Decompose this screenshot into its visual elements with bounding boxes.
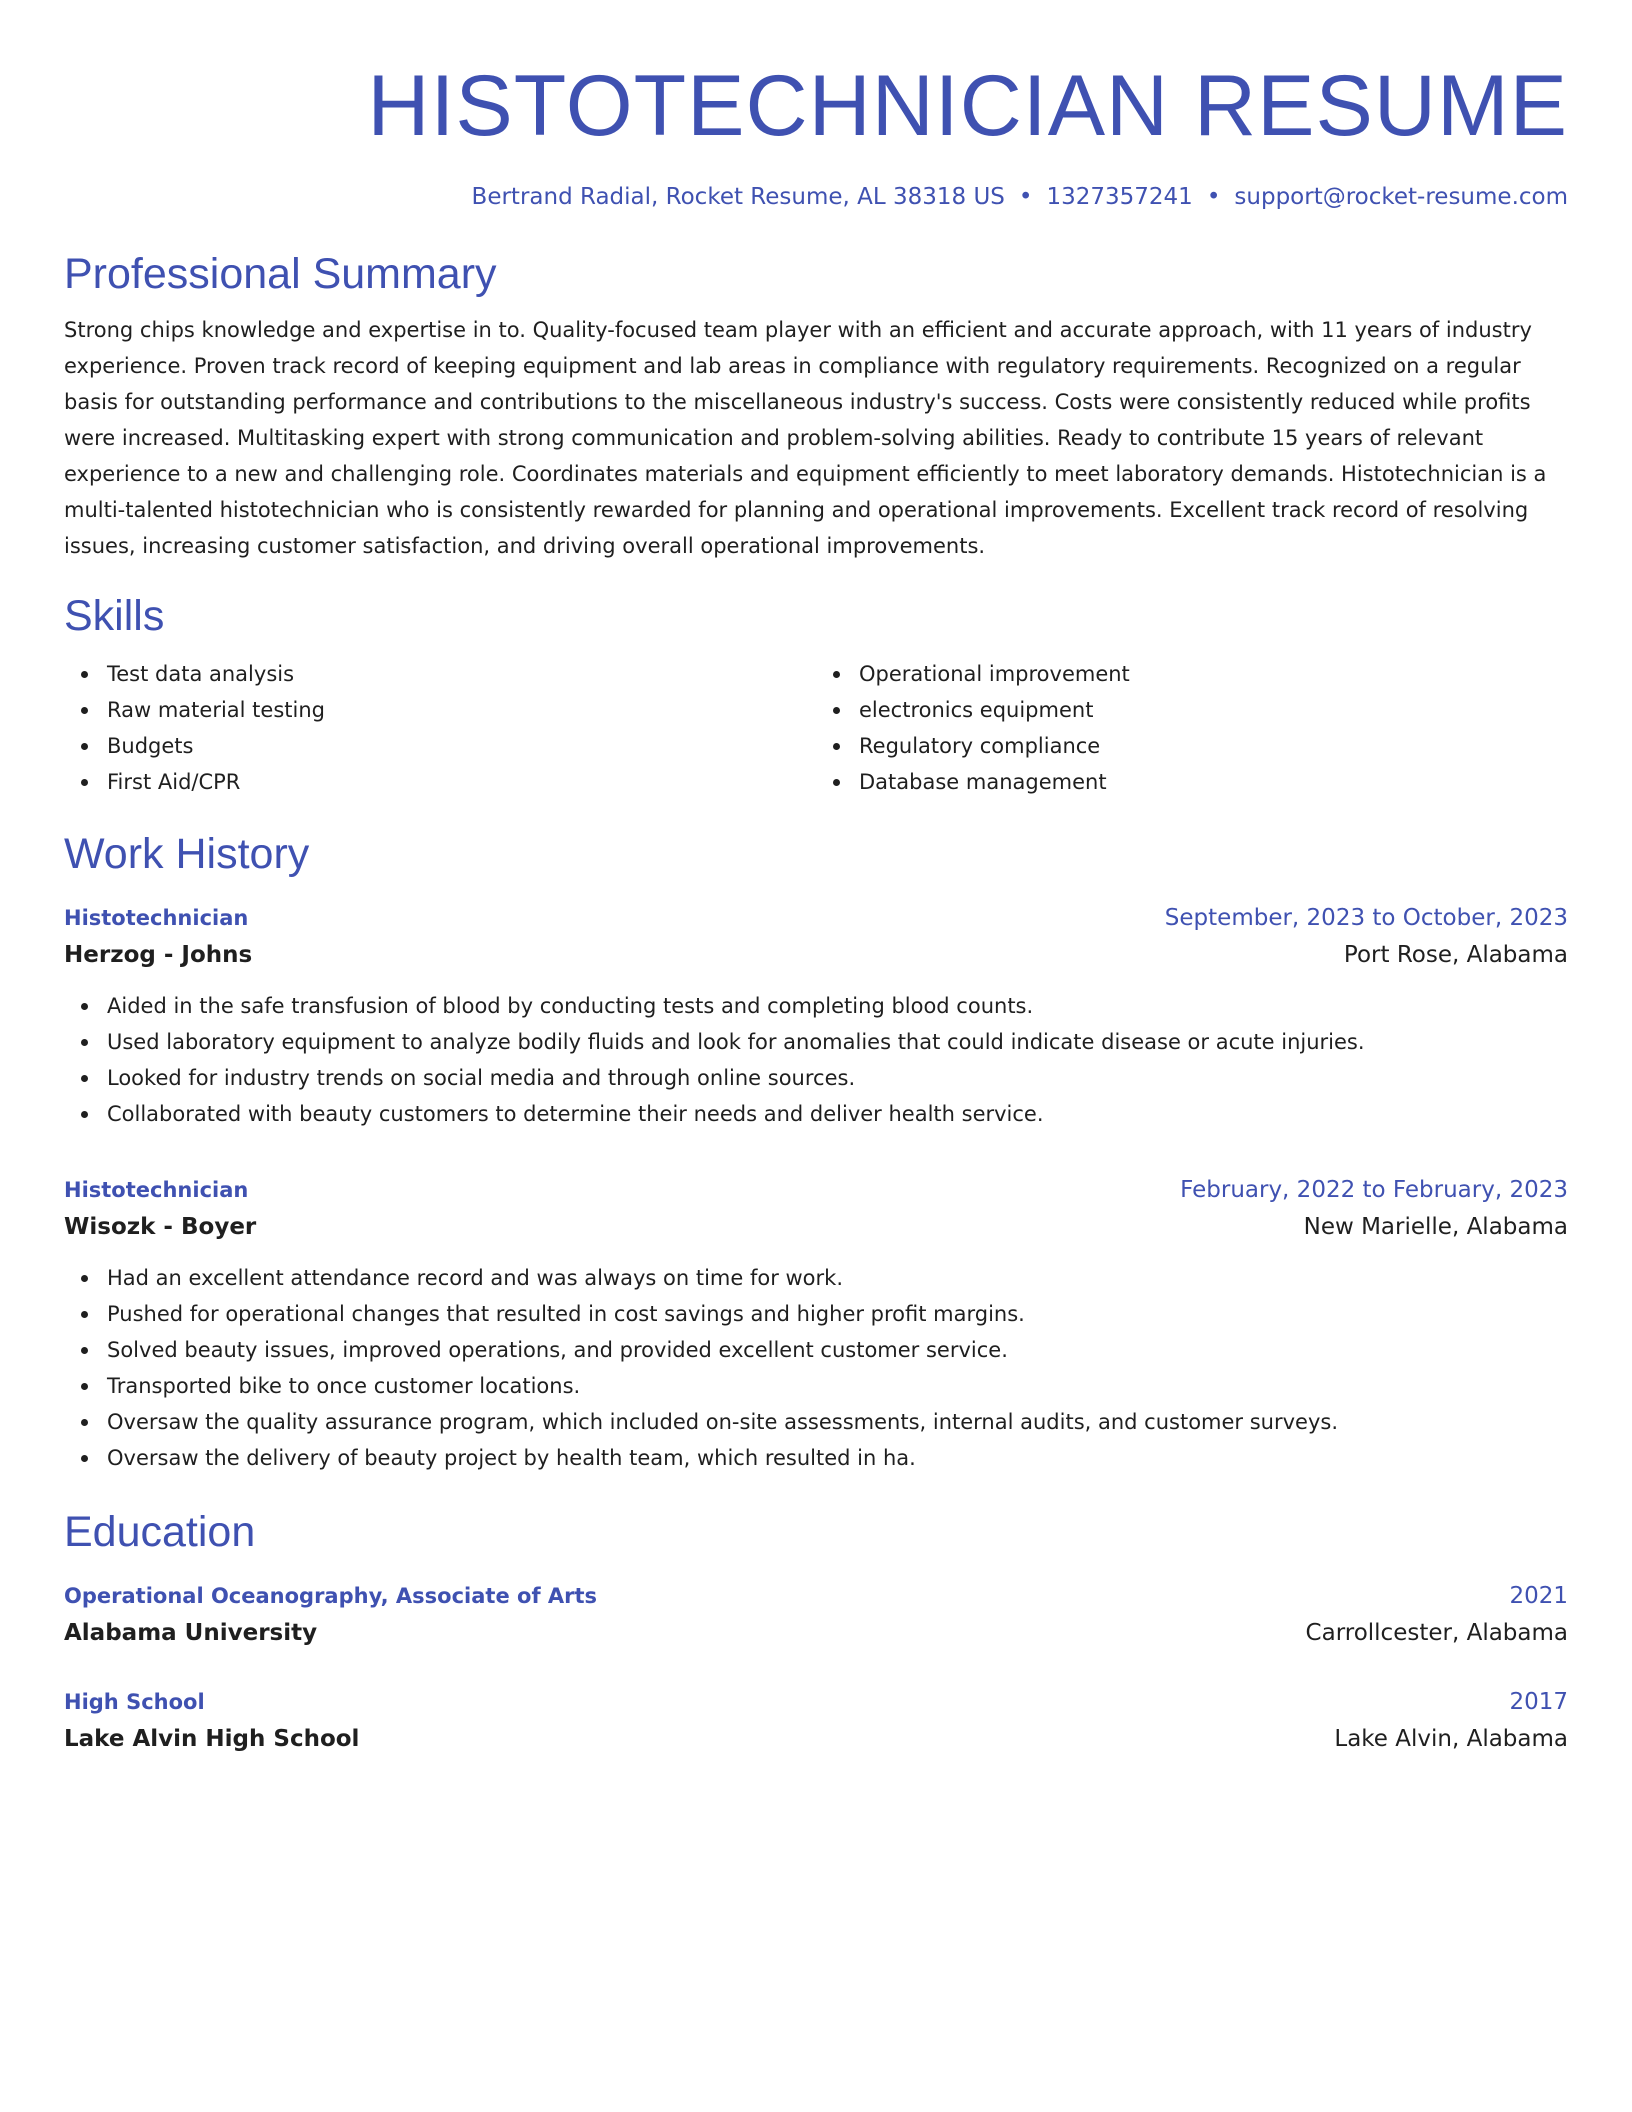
skills-column-left — [64, 656, 816, 800]
contact-line — [64, 182, 1568, 212]
section-heading-education: Education — [64, 1508, 256, 1556]
job-dates: September, 2023 to October, 2023 — [1164, 905, 1568, 931]
education-location: Carrollcester, Alabama — [1305, 1620, 1568, 1646]
job-duties-list — [64, 1260, 1568, 1476]
education-header-row — [64, 1578, 1568, 1614]
work-history-section — [64, 828, 1568, 1476]
skill-item: electronics equipment — [859, 692, 1568, 728]
education-school-row — [64, 1720, 1568, 1758]
skill-item: Test data analysis — [107, 656, 816, 692]
professional-summary-section — [64, 248, 1568, 564]
skills-grid — [64, 656, 1568, 800]
education-school-row — [64, 1614, 1568, 1652]
contact-separator: • — [1206, 184, 1221, 210]
skill-item: Raw material testing — [107, 692, 816, 728]
job-title: Histotechnician — [64, 906, 249, 930]
job-dates: February, 2022 to February, 2023 — [1180, 1177, 1568, 1203]
job-duty-item: Looked for industry trends on social media and through online sources. — [107, 1060, 1568, 1096]
contact-email: support@rocket-resume.com — [1234, 184, 1568, 210]
section-heading-summary: Professional Summary — [64, 250, 497, 298]
education-year: 2017 — [1509, 1689, 1568, 1715]
job-duty-item: Oversaw the delivery of beauty project by health team, which resulted in ha. — [107, 1440, 1568, 1476]
job-duty-item: Oversaw the quality assurance program, which included on-site assessments, internal audits, and customer surveys. — [107, 1404, 1568, 1440]
skill-item: First Aid/CPR — [107, 764, 816, 800]
job-duty-item: Used laboratory equipment to analyze bodily fluids and look for anomalies that could indicate disease or acute injuries. — [107, 1024, 1568, 1060]
education-entry — [64, 1578, 1568, 1652]
job-employer-row — [64, 936, 1568, 974]
education-school: Lake Alvin High School — [64, 1726, 360, 1752]
job-company: Herzog - Johns — [64, 942, 253, 968]
job-header-row — [64, 1172, 1568, 1208]
education-degree: High School — [64, 1690, 205, 1714]
job-duty-item: Pushed for operational changes that resulted in cost savings and higher profit margins. — [107, 1296, 1568, 1332]
skill-item: Database management — [859, 764, 1568, 800]
summary-text: Strong chips knowledge and expertise in to. Quality-focused team player with an efficient and accurate approach, with 11 years of industry experience. Proven track record of keeping equipment and lab areas in compliance with regulatory requirements. Recognized on a regular basis for outstanding performance and contributions to the miscellaneous industry's success. Costs were consistently reduced while profits were increased. Multitasking expert with strong communication and problem-solving abilities. Ready to contribute 15 years of relevant experience to a new and challenging role. Coordinates materials and equipment efficiently to meet laboratory demands. Histotechnician is a multi-talented histotechnician who is consistently rewarded for planning and operational improvements. Excellent track record of resolving issues, increasing customer satisfaction, and driving overall operational improvements. — [64, 318, 1547, 558]
job-entry — [64, 900, 1568, 1132]
skill-item: Budgets — [107, 728, 816, 764]
education-entry — [64, 1684, 1568, 1758]
skill-item: Operational improvement — [859, 656, 1568, 692]
education-section — [64, 1506, 1568, 1758]
section-heading-skills: Skills — [64, 592, 165, 640]
job-location: Port Rose, Alabama — [1343, 942, 1568, 968]
job-duty-item: Transported bike to once customer locations. — [107, 1368, 1568, 1404]
job-employer-row — [64, 1208, 1568, 1246]
contact-phone: 1327357241 — [1046, 184, 1193, 210]
contact-address: Bertrand Radial, Rocket Resume, AL 38318 US — [471, 184, 1005, 210]
job-duty-item: Collaborated with beauty customers to determine their needs and deliver health service. — [107, 1096, 1568, 1132]
job-location: New Marielle, Alabama — [1303, 1214, 1568, 1240]
skills-column-right — [816, 656, 1568, 800]
section-heading-work: Work History — [64, 830, 310, 878]
job-entry — [64, 1172, 1568, 1476]
job-company: Wisozk - Boyer — [64, 1214, 257, 1240]
education-year: 2021 — [1509, 1583, 1568, 1609]
job-duty-item: Aided in the safe transfusion of blood by conducting tests and completing blood counts. — [107, 988, 1568, 1024]
job-header-row — [64, 900, 1568, 936]
job-title: Histotechnician — [64, 1178, 249, 1202]
resume-title: HISTOTECHNICIAN RESUME — [367, 58, 1568, 154]
skill-item: Regulatory compliance — [859, 728, 1568, 764]
education-degree: Operational Oceanography, Associate of Arts — [64, 1584, 598, 1608]
skills-section — [64, 590, 1568, 800]
education-location: Lake Alvin, Alabama — [1334, 1726, 1568, 1752]
resume-header — [64, 56, 1568, 212]
contact-separator: • — [1018, 184, 1033, 210]
job-duties-list — [64, 988, 1568, 1132]
job-duty-item: Had an excellent attendance record and was always on time for work. — [107, 1260, 1568, 1296]
education-school: Alabama University — [64, 1620, 318, 1646]
job-duty-item: Solved beauty issues, improved operations, and provided excellent customer service. — [107, 1332, 1568, 1368]
education-header-row — [64, 1684, 1568, 1720]
